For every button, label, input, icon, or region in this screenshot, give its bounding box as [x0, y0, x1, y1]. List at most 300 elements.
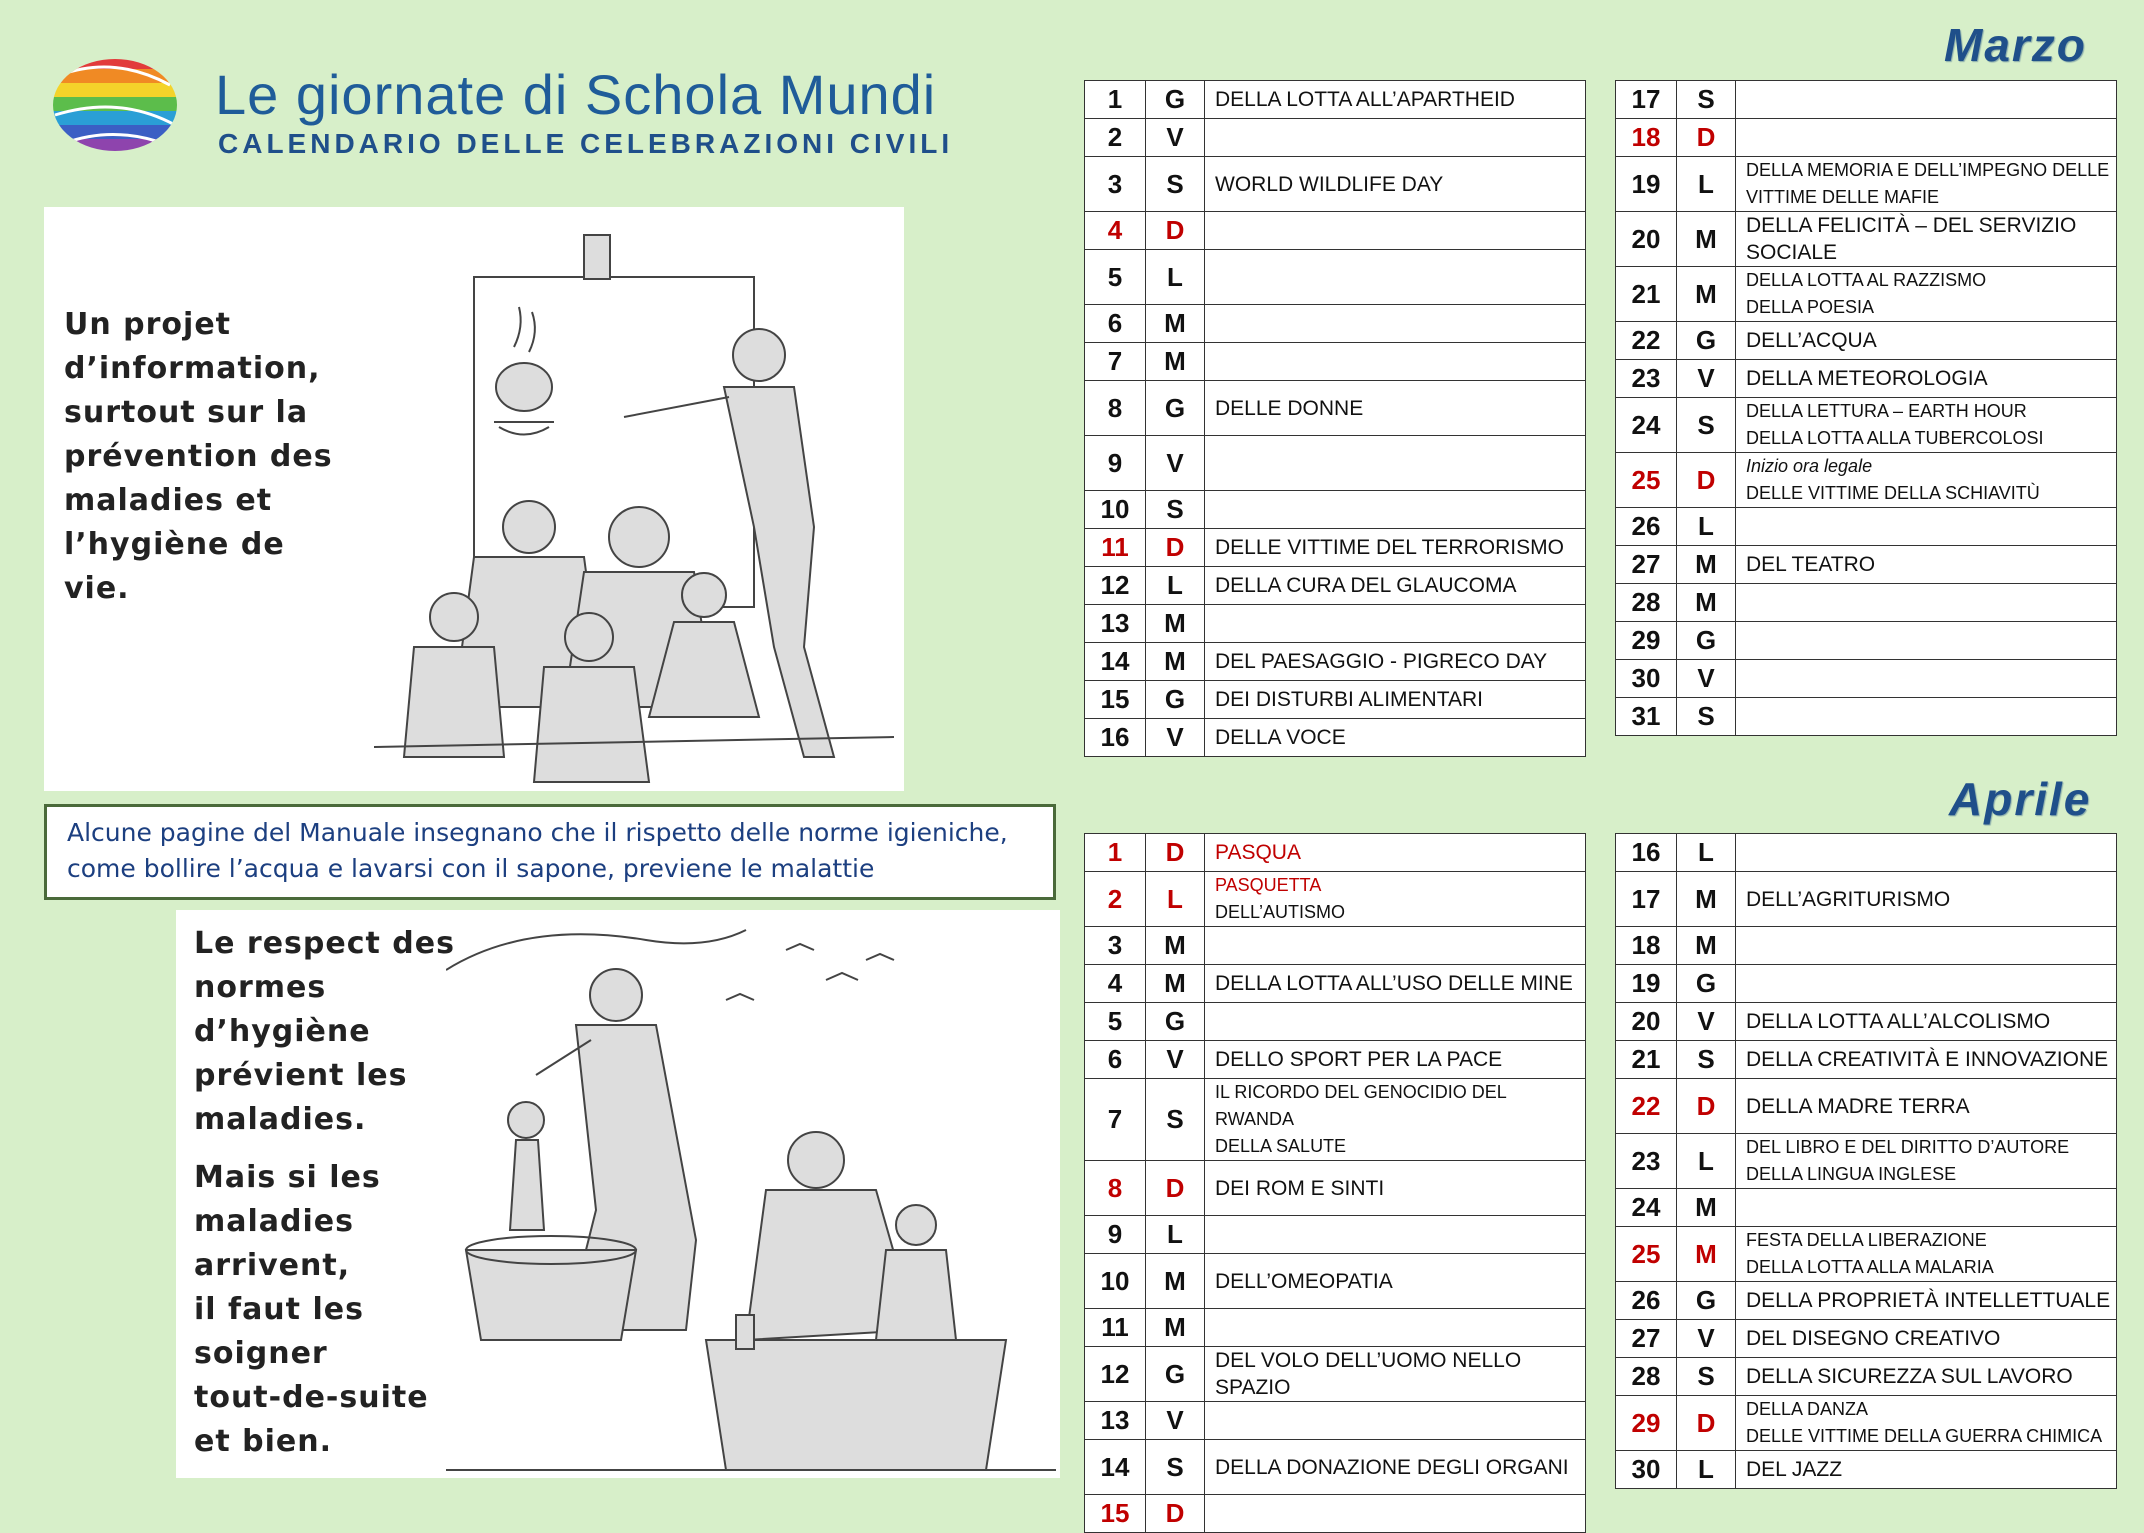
day-events: [1736, 1320, 2117, 1358]
weekday-letter: V: [1146, 1402, 1205, 1440]
weekday-letter: V: [1146, 436, 1205, 491]
event-label: DELLA DONAZIONE DEGLI ORGANI: [1215, 1455, 1569, 1479]
day-number: 27: [1616, 546, 1677, 584]
event-label: DELLA LINGUA INGLESE: [1746, 1164, 1957, 1184]
event-label: DELLA POESIA: [1746, 297, 1875, 317]
calendar-day-row: [1616, 622, 2117, 660]
event-label: WORLD WILDLIFE DAY: [1215, 172, 1444, 196]
day-number: 28: [1616, 1358, 1677, 1396]
event-label: DELLA FELICITÀ – DEL SERVIZIO SOCIALE: [1746, 214, 2077, 264]
calendar-day-row: [1616, 1227, 2117, 1282]
weekday-letter: M: [1677, 1189, 1736, 1227]
day-events: [1736, 546, 2117, 584]
manual-note: [44, 804, 1056, 900]
day-number: 2: [1085, 872, 1146, 927]
day-number: 20: [1616, 1003, 1677, 1041]
panel-bottom-text: Le respect des normes d’hygiène prévient les maladies. Mais si les maladies arrivent, il faut les soigner tout-de-suite et bien.: [194, 926, 455, 1459]
weekday-letter: S: [1146, 157, 1205, 212]
day-number: 29: [1616, 622, 1677, 660]
event-label: DELLA CURA DEL GLAUCOMA: [1215, 574, 1517, 597]
weekday-letter: L: [1677, 1451, 1736, 1489]
day-events: [1736, 698, 2117, 736]
weekday-letter: M: [1146, 643, 1205, 681]
event-label: DELL’AGRITURISMO: [1746, 887, 1951, 911]
weekday-letter: M: [1677, 1227, 1736, 1282]
washing-drawing: [446, 910, 1056, 1475]
day-events: [1736, 267, 2117, 322]
day-events: [1736, 81, 2117, 119]
day-events: [1736, 212, 2117, 267]
day-events: [1205, 1347, 1586, 1402]
day-events: [1205, 1216, 1586, 1254]
illustration-washing: [176, 910, 1060, 1478]
event-label: DELLA LOTTA ALLA MALARIA: [1746, 1257, 1994, 1277]
weekday-letter: V: [1146, 119, 1205, 157]
weekday-letter: M: [1677, 872, 1736, 927]
weekday-letter: G: [1677, 1282, 1736, 1320]
day-number: 9: [1085, 436, 1146, 491]
calendar-day-row: [1616, 322, 2117, 360]
calendar-day-row: [1085, 1309, 1586, 1347]
calendar-day-row: [1616, 1041, 2117, 1079]
event-label: DELLA METEOROLOGIA: [1746, 367, 1988, 390]
day-number: 25: [1616, 1227, 1677, 1282]
weekday-letter: G: [1677, 322, 1736, 360]
calendar-day-row: [1085, 1402, 1586, 1440]
weekday-letter: M: [1146, 965, 1205, 1003]
day-events: [1736, 1227, 2117, 1282]
day-number: 27: [1616, 1320, 1677, 1358]
day-events: [1205, 343, 1586, 381]
day-number: 12: [1085, 567, 1146, 605]
day-events: [1205, 1402, 1586, 1440]
day-events: [1736, 453, 2117, 508]
weekday-letter: M: [1677, 584, 1736, 622]
day-events: [1736, 622, 2117, 660]
day-number: 21: [1616, 267, 1677, 322]
day-events: [1205, 1309, 1586, 1347]
calendar-day-row: [1085, 1347, 1586, 1402]
weekday-letter: D: [1146, 1495, 1205, 1533]
day-events: [1736, 872, 2117, 927]
weekday-letter: V: [1146, 1041, 1205, 1079]
day-events: [1736, 965, 2117, 1003]
day-events: [1736, 1451, 2117, 1489]
day-events: [1736, 1041, 2117, 1079]
day-number: 13: [1085, 1402, 1146, 1440]
event-label: DELLE VITTIME DEL TERRORISMO: [1215, 536, 1564, 559]
event-label: DELLA LOTTA ALL’USO DELLE MINE: [1215, 972, 1573, 995]
event-label: DEI ROM E SINTI: [1215, 1176, 1385, 1200]
calendar-day-row: [1616, 119, 2117, 157]
day-number: 24: [1616, 1189, 1677, 1227]
calendar-day-row: [1085, 436, 1586, 491]
day-number: 29: [1616, 1396, 1677, 1451]
day-events: [1205, 719, 1586, 757]
day-events: [1736, 1189, 2117, 1227]
day-number: 4: [1085, 212, 1146, 250]
day-number: 3: [1085, 157, 1146, 212]
day-events: [1205, 305, 1586, 343]
event-label: DELLA MEMORIA E DELL’IMPEGNO DELLE: [1746, 160, 2110, 180]
event-label: DELLE DONNE: [1215, 396, 1364, 420]
day-events: [1205, 212, 1586, 250]
weekday-letter: D: [1677, 119, 1736, 157]
calendar-day-row: [1085, 605, 1586, 643]
calendar-day-row: [1616, 834, 2117, 872]
day-events: [1205, 965, 1586, 1003]
event-label: DEL TEATRO: [1746, 553, 1876, 576]
day-number: 22: [1616, 1079, 1677, 1134]
calendar-day-row: [1085, 567, 1586, 605]
calendar-day-row: [1616, 1282, 2117, 1320]
day-number: 19: [1616, 965, 1677, 1003]
calendar-day-row: [1085, 1254, 1586, 1309]
day-events: [1736, 398, 2117, 453]
month-title-march: Marzo: [1944, 19, 2087, 71]
day-number: 17: [1616, 81, 1677, 119]
day-events: [1736, 322, 2117, 360]
day-events: [1205, 119, 1586, 157]
day-events: [1205, 1079, 1586, 1161]
calendar-april-days-16-30: [1615, 833, 2117, 1489]
day-number: 6: [1085, 1041, 1146, 1079]
weekday-letter: S: [1146, 1079, 1205, 1161]
day-events: [1205, 1440, 1586, 1495]
calendar-day-row: [1616, 1079, 2117, 1134]
day-number: 16: [1616, 834, 1677, 872]
calendar-day-row: [1616, 872, 2117, 927]
weekday-letter: S: [1677, 398, 1736, 453]
event-label: DELLE VITTIME DELLA GUERRA CHIMICA: [1746, 1426, 2103, 1446]
day-events: [1736, 157, 2117, 212]
day-number: 26: [1616, 1282, 1677, 1320]
day-events: [1736, 1396, 2117, 1451]
event-label: DELLA SICUREZZA SUL LAVORO: [1746, 1365, 2073, 1388]
day-number: 4: [1085, 965, 1146, 1003]
calendar-day-row: [1085, 834, 1586, 872]
calendar-day-row: [1085, 927, 1586, 965]
calendar-day-row: [1616, 212, 2117, 267]
day-number: 26: [1616, 508, 1677, 546]
event-label: DELLO SPORT PER LA PACE: [1215, 1048, 1503, 1071]
day-number: 11: [1085, 1309, 1146, 1347]
weekday-letter: M: [1677, 927, 1736, 965]
calendar-day-row: [1616, 453, 2117, 508]
day-number: 13: [1085, 605, 1146, 643]
weekday-letter: L: [1677, 834, 1736, 872]
calendar-day-row: [1616, 1134, 2117, 1189]
calendar-day-row: [1085, 1216, 1586, 1254]
day-events: [1736, 508, 2117, 546]
calendar-day-row: [1085, 381, 1586, 436]
day-number: 21: [1616, 1041, 1677, 1079]
calendar-day-row: [1085, 681, 1586, 719]
calendar-day-row: [1085, 250, 1586, 305]
calendar-day-row: [1616, 1396, 2117, 1451]
day-number: 7: [1085, 1079, 1146, 1161]
day-number: 23: [1616, 1134, 1677, 1189]
calendar-day-row: [1616, 1189, 2117, 1227]
weekday-letter: D: [1146, 212, 1205, 250]
weekday-letter: M: [1146, 605, 1205, 643]
calendar-day-row: [1085, 491, 1586, 529]
day-events: [1205, 681, 1586, 719]
event-label: DELL’OMEOPATIA: [1215, 1269, 1393, 1293]
month-title-april: Aprile: [1949, 773, 2092, 825]
day-number: 8: [1085, 381, 1146, 436]
event-label: DEL JAZZ: [1746, 1458, 1843, 1481]
day-number: 9: [1085, 1216, 1146, 1254]
calendar-day-row: [1616, 360, 2117, 398]
weekday-letter: D: [1146, 1161, 1205, 1216]
weekday-letter: M: [1146, 1309, 1205, 1347]
day-events: [1205, 643, 1586, 681]
day-number: 6: [1085, 305, 1146, 343]
day-events: [1736, 119, 2117, 157]
day-events: [1205, 1003, 1586, 1041]
weekday-letter: S: [1677, 1041, 1736, 1079]
weekday-letter: M: [1146, 927, 1205, 965]
day-events: [1736, 584, 2117, 622]
weekday-letter: S: [1677, 1358, 1736, 1396]
day-number: 23: [1616, 360, 1677, 398]
event-label: DELLA LOTTA ALLA TUBERCOLOSI: [1746, 428, 2044, 448]
calendar-day-row: [1085, 965, 1586, 1003]
weekday-letter: M: [1146, 305, 1205, 343]
weekday-letter: L: [1146, 1216, 1205, 1254]
weekday-letter: S: [1677, 698, 1736, 736]
event-label: IL RICORDO DEL GENOCIDIO DEL RWANDA: [1215, 1082, 1507, 1129]
weekday-letter: D: [1677, 1079, 1736, 1134]
calendar-day-row: [1085, 81, 1586, 119]
day-events: [1205, 491, 1586, 529]
calendar-day-row: [1085, 1079, 1586, 1161]
event-label: DELLA DANZA: [1746, 1399, 1869, 1419]
day-number: 8: [1085, 1161, 1146, 1216]
calendar-march-days-17-31: [1615, 80, 2117, 736]
calendar-day-row: [1616, 1451, 2117, 1489]
illustration-classroom: [44, 207, 904, 791]
calendar-day-row: [1616, 546, 2117, 584]
event-label: DEL LIBRO E DEL DIRITTO D’AUTORE: [1746, 1137, 2070, 1157]
event-label: DELLA PROPRIETÀ INTELLETTUALE: [1746, 1289, 2111, 1312]
weekday-letter: G: [1146, 1003, 1205, 1041]
event-label: Inizio ora legale: [1746, 456, 1873, 476]
event-label: DELLA VOCE: [1215, 726, 1346, 749]
weekday-letter: M: [1146, 1254, 1205, 1309]
day-number: 1: [1085, 834, 1146, 872]
day-number: 1: [1085, 81, 1146, 119]
calendar-day-row: [1616, 1003, 2117, 1041]
weekday-letter: S: [1146, 1440, 1205, 1495]
calendar-day-row: [1616, 398, 2117, 453]
weekday-letter: D: [1677, 1396, 1736, 1451]
calendar-day-row: [1085, 643, 1586, 681]
calendar-day-row: [1085, 157, 1586, 212]
calendar-day-row: [1616, 660, 2117, 698]
calendar-day-row: [1085, 1041, 1586, 1079]
weekday-letter: G: [1146, 681, 1205, 719]
day-number: 10: [1085, 1254, 1146, 1309]
day-number: 7: [1085, 343, 1146, 381]
event-label: DELLA LOTTA ALL’APARTHEID: [1215, 88, 1515, 111]
calendar-day-row: [1085, 305, 1586, 343]
weekday-letter: V: [1677, 1003, 1736, 1041]
event-label: FESTA DELLA LIBERAZIONE: [1746, 1230, 1987, 1250]
calendar-day-row: [1616, 965, 2117, 1003]
day-number: 31: [1616, 698, 1677, 736]
day-events: [1736, 1003, 2117, 1041]
day-events: [1736, 927, 2117, 965]
weekday-letter: V: [1677, 1320, 1736, 1358]
weekday-letter: S: [1146, 491, 1205, 529]
calendar-day-row: [1085, 1440, 1586, 1495]
calendar-day-row: [1616, 584, 2117, 622]
day-events: [1736, 1282, 2117, 1320]
day-number: 14: [1085, 1440, 1146, 1495]
event-label: DELLA MADRE TERRA: [1746, 1094, 1970, 1118]
calendar-day-row: [1085, 1495, 1586, 1533]
day-number: 14: [1085, 643, 1146, 681]
day-number: 3: [1085, 927, 1146, 965]
day-number: 18: [1616, 927, 1677, 965]
calendar-day-row: [1616, 267, 2117, 322]
calendar-day-row: [1085, 719, 1586, 757]
day-events: [1205, 1254, 1586, 1309]
day-number: 12: [1085, 1347, 1146, 1402]
calendar-day-row: [1616, 698, 2117, 736]
day-events: [1205, 436, 1586, 491]
calendar-day-row: [1616, 81, 2117, 119]
event-label: DEL DISEGNO CREATIVO: [1746, 1327, 2001, 1350]
weekday-letter: G: [1146, 81, 1205, 119]
day-events: [1205, 1041, 1586, 1079]
calendar-day-row: [1616, 1358, 2117, 1396]
calendar-day-row: [1616, 927, 2117, 965]
calendar-day-row: [1085, 343, 1586, 381]
day-number: 19: [1616, 157, 1677, 212]
event-label: VITTIME DELLE MAFIE: [1746, 187, 1940, 207]
weekday-letter: M: [1677, 546, 1736, 584]
day-number: 10: [1085, 491, 1146, 529]
day-number: 5: [1085, 1003, 1146, 1041]
day-number: 16: [1085, 719, 1146, 757]
day-events: [1205, 834, 1586, 872]
day-events: [1205, 567, 1586, 605]
weekday-letter: G: [1146, 1347, 1205, 1402]
weekday-letter: G: [1677, 622, 1736, 660]
day-events: [1205, 1495, 1586, 1533]
schola-mundi-logo: [50, 55, 180, 155]
event-label: DELLA SALUTE: [1215, 1136, 1347, 1156]
weekday-letter: D: [1677, 453, 1736, 508]
calendar-day-row: [1085, 529, 1586, 567]
day-events: [1205, 529, 1586, 567]
day-number: 30: [1616, 1451, 1677, 1489]
day-events: [1736, 1079, 2117, 1134]
calendar-day-row: [1085, 1003, 1586, 1041]
day-events: [1736, 1134, 2117, 1189]
weekday-letter: M: [1677, 212, 1736, 267]
calendar-april-days-1-15: [1084, 833, 1586, 1533]
day-number: 18: [1616, 119, 1677, 157]
weekday-letter: D: [1146, 529, 1205, 567]
day-events: [1736, 360, 2117, 398]
day-number: 24: [1616, 398, 1677, 453]
event-label: DEL VOLO DELL’UOMO NELLO SPAZIO: [1215, 1349, 1522, 1399]
classroom-drawing: [374, 227, 894, 787]
weekday-letter: L: [1677, 508, 1736, 546]
event-label: DEI DISTURBI ALIMENTARI: [1215, 688, 1483, 711]
weekday-letter: V: [1677, 360, 1736, 398]
weekday-letter: G: [1677, 965, 1736, 1003]
day-events: [1205, 157, 1586, 212]
page-title: Le giornate di Schola Mundi: [215, 63, 937, 126]
calendar-day-row: [1616, 1320, 2117, 1358]
event-label: DELLA LOTTA AL RAZZISMO: [1746, 270, 1987, 290]
event-label: PASQUA: [1215, 841, 1301, 864]
weekday-letter: L: [1146, 250, 1205, 305]
day-events: [1205, 605, 1586, 643]
event-label: DELLE VITTIME DELLA SCHIAVITÙ: [1746, 483, 2040, 503]
day-number: 20: [1616, 212, 1677, 267]
day-number: 22: [1616, 322, 1677, 360]
event-label: DELL’ACQUA: [1746, 329, 1877, 352]
weekday-letter: M: [1146, 343, 1205, 381]
weekday-letter: M: [1677, 267, 1736, 322]
event-label: DELLA LETTURA – EARTH HOUR: [1746, 401, 2027, 421]
day-number: 2: [1085, 119, 1146, 157]
day-number: 11: [1085, 529, 1146, 567]
calendar-day-row: [1616, 157, 2117, 212]
day-number: 15: [1085, 681, 1146, 719]
event-label: PASQUETTA: [1215, 875, 1322, 895]
event-label: DELLA LOTTA ALL’ALCOLISMO: [1746, 1010, 2051, 1033]
calendar-march-days-1-16: [1084, 80, 1586, 757]
day-events: [1736, 660, 2117, 698]
event-label: DELL’AUTISMO: [1215, 902, 1346, 922]
day-events: [1205, 81, 1586, 119]
page-subtitle: CALENDARIO DELLE CELEBRAZIONI CIVILI: [218, 128, 954, 159]
calendar-day-row: [1085, 119, 1586, 157]
calendar-day-row: [1085, 872, 1586, 927]
day-number: 15: [1085, 1495, 1146, 1533]
weekday-letter: L: [1146, 567, 1205, 605]
event-label: DELLA CREATIVITÀ E INNOVAZIONE: [1746, 1048, 2109, 1071]
day-number: 17: [1616, 872, 1677, 927]
day-events: [1736, 834, 2117, 872]
calendar-day-row: [1616, 508, 2117, 546]
day-number: 25: [1616, 453, 1677, 508]
event-label: DEL PAESAGGIO - PIGRECO DAY: [1215, 650, 1548, 673]
weekday-letter: V: [1677, 660, 1736, 698]
day-events: [1736, 1358, 2117, 1396]
day-events: [1205, 381, 1586, 436]
weekday-letter: L: [1677, 157, 1736, 212]
day-number: 30: [1616, 660, 1677, 698]
day-events: [1205, 872, 1586, 927]
note-line: come bollire l’acqua e lavarsi con il sapone, previene le malattie: [67, 854, 875, 883]
panel-top-text: Un projet d’information, surtout sur la prévention des maladies et l’hygiène de vie.: [64, 307, 333, 606]
weekday-letter: G: [1146, 381, 1205, 436]
weekday-letter: D: [1146, 834, 1205, 872]
day-events: [1205, 250, 1586, 305]
weekday-letter: L: [1677, 1134, 1736, 1189]
weekday-letter: V: [1146, 719, 1205, 757]
calendar-day-row: [1085, 1161, 1586, 1216]
calendar-day-row: [1085, 212, 1586, 250]
